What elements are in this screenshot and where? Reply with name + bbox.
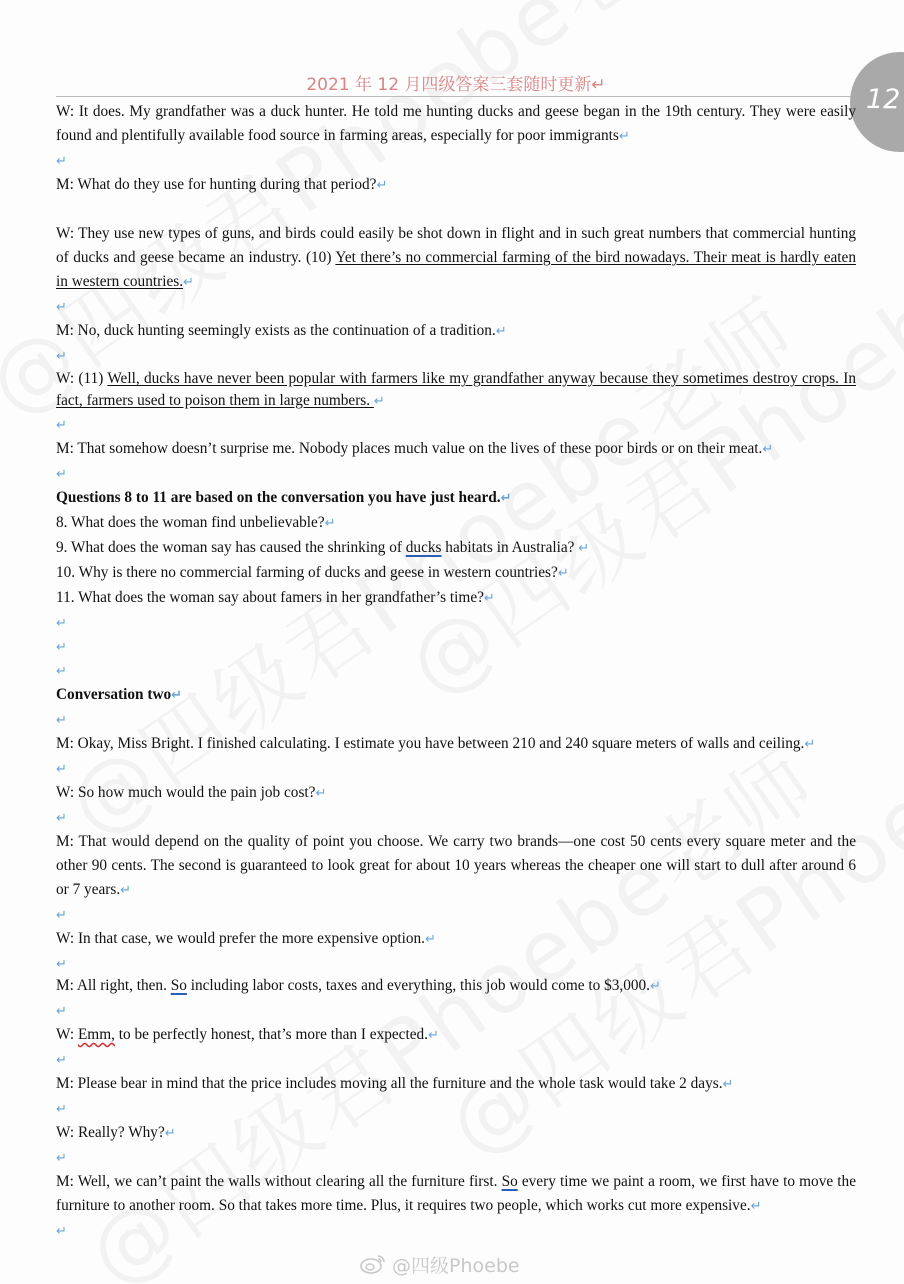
empty-line: ↵: [56, 664, 67, 679]
empty-line: ↵: [56, 1224, 67, 1239]
empty-line: ↵: [56, 616, 67, 631]
question-8: 8. What does the woman find unbelievable?↵: [56, 514, 336, 531]
dialogue-line: M: That somehow doesn’t surprise me. Nobody places much value on the lives of these poor birds or on their meat.↵: [56, 440, 774, 457]
weibo-icon: [360, 1254, 386, 1274]
dialogue-line: W: They use new types of guns, and birds could easily be shot down in flight and in such great numbers that commercial hunting of ducks and geese became an industry. (10) Yet there’s no commercial farming of the bird nowadays. Their meat is hardly eaten in western countries.↵: [56, 225, 856, 290]
empty-line: ↵: [56, 762, 67, 777]
empty-line: ↵: [56, 1102, 67, 1117]
footer-handle: @四级Phoebe: [392, 1254, 520, 1277]
page-number: 12: [866, 84, 901, 115]
dialogue-line: W: (11) Well, ducks have never been popular with farmers like my grandfather anyway because they sometimes destroy crops. In fact, farmers used to poison them in large numbers. ↵: [56, 370, 856, 409]
empty-line: ↵: [56, 713, 67, 728]
question-10: 10. Why is there no commercial farming of ducks and geese in western countries?↵: [56, 564, 569, 581]
dialogue-line: W: Really? Why?↵: [56, 1124, 176, 1141]
dialogue-line: M: No, duck hunting seemingly exists as the continuation of a tradition.↵: [56, 322, 507, 339]
empty-line: ↵: [56, 640, 67, 655]
dialogue-line: M: Well, we can’t paint the walls without clearing all the furniture first. So every time we paint a room, we first have to move the furniture to another room. So that takes more time. Plus, it requires two people, which works cut more expensive.↵: [56, 1173, 856, 1214]
header-title: 2021 年 12 月四级答案三套随时更新: [306, 75, 592, 95]
paragraph-mark: ↵: [591, 75, 606, 95]
question-9: 9. What does the woman say has caused the shrinking of ducks habitats in Australia? ↵: [56, 539, 590, 556]
empty-line: ↵: [56, 467, 67, 482]
empty-line: ↵: [56, 811, 67, 826]
section-heading: Conversation two↵: [56, 686, 183, 703]
dialogue-line: W: So how much would the pain job cost?↵: [56, 784, 327, 801]
empty-line: ↵: [56, 1004, 67, 1019]
dialogue-line: W: It does. My grandfather was a duck hunter. He told me hunting ducks and geese began in the 19th century. They were easily found and plentifully available food source in farming areas, especially for poor immigrants↵: [56, 103, 856, 144]
underlined-answer: Yet there’s no commercial farming of the bird nowadays. Their meat is hardly eaten in western countries.: [56, 249, 856, 290]
empty-line: ↵: [56, 908, 67, 923]
dialogue-line: M: Okay, Miss Bright. I finished calculating. I estimate you have between 210 and 240 square meters of walls and ceiling.↵: [56, 735, 816, 752]
footer-watermark: [360, 1252, 520, 1276]
dialogue-line: W: In that case, we would prefer the more expensive option.↵: [56, 930, 436, 947]
dialogue-line: M: Please bear in mind that the price includes moving all the furniture and the whole task would take 2 days.↵: [56, 1075, 734, 1092]
page-header: [56, 70, 856, 97]
dialogue-line: M: All right, then. So including labor costs, taxes and everything, this job would come to $3,000.↵: [56, 977, 661, 994]
empty-line: ↵: [56, 1053, 67, 1068]
dialogue-line: M: What do they use for hunting during that period?↵: [56, 176, 388, 193]
empty-line: ↵: [56, 154, 67, 169]
empty-line: ↵: [56, 300, 67, 315]
question-11: 11. What does the woman say about famers in her grandfather’s time?↵: [56, 589, 495, 606]
empty-line: ↵: [56, 418, 67, 433]
empty-line: ↵: [56, 349, 67, 364]
questions-heading: Questions 8 to 11 are based on the conversation you have just heard.↵: [56, 489, 512, 506]
dialogue-line: M: That would depend on the quality of point you choose. We carry two brands—one cost 50 cents every square meter and the other 90 cents. The second is guaranteed to look great for about 10 years whereas the cheaper one will start to dull after around 6 or 7 years.↵: [56, 833, 856, 898]
document-body: [56, 100, 856, 1243]
dialogue-line: W: Emm, to be perfectly honest, that’s more than I expected.↵: [56, 1026, 439, 1043]
empty-line: ↵: [56, 957, 67, 972]
empty-line: [56, 198, 856, 222]
page-number-badge: [850, 52, 904, 152]
underlined-answer: Well, ducks have never been popular with farmers like my grandfather anyway because they sometimes destroy crops. In fact, farmers used to poison them in large numbers.: [56, 370, 856, 409]
empty-line: ↵: [56, 1151, 67, 1166]
